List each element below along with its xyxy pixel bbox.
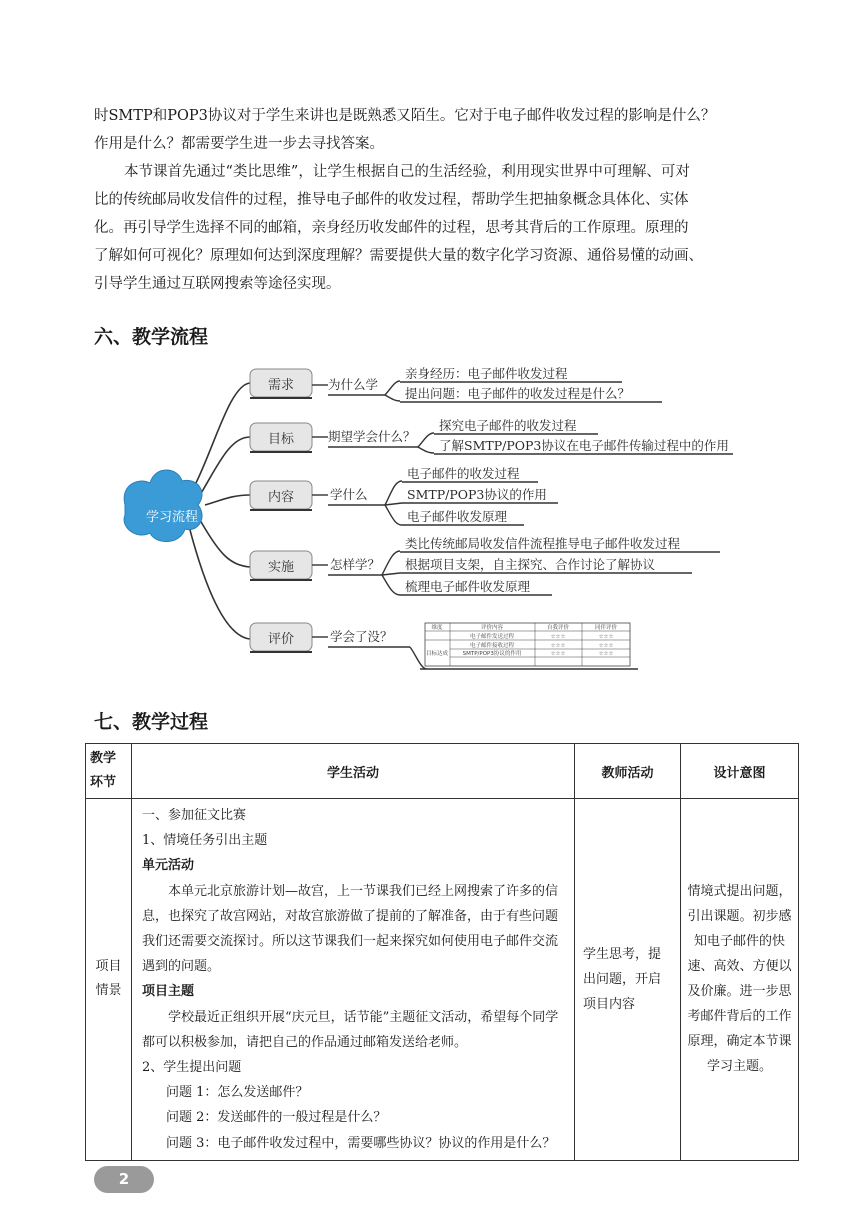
activity-subheading: 单元活动 [142, 858, 195, 874]
teaching-flow-mindmap [100, 355, 740, 680]
evaluation-table [425, 623, 630, 666]
branch-item-content-2: SMTP/POP3协议的作用 [407, 487, 547, 502]
eval-row-1-content: 电子邮件发送过程 [469, 634, 515, 640]
branch-item-demand-1: 亲身经历：电子邮件收发过程 [405, 366, 568, 381]
branch-label-evaluate: 评价 [267, 632, 295, 647]
branch-item-goal-2: 了解SMTP/POP3协议在电子邮件传输过程中的作用 [439, 438, 729, 453]
branch-label-content: 内容 [267, 490, 295, 505]
intro-p1-line-1: 时SMTP和POP3协议对于学生来讲也是既熟悉又陌生。它对于电子邮件收发过程的影响是什么？ [94, 108, 716, 124]
branch-label-implement: 实施 [267, 560, 295, 575]
mindmap-branch-goal [250, 418, 733, 454]
eval-dimension: 目标达成 [425, 651, 449, 657]
eval-header-self: 自我评价 [546, 625, 570, 631]
teacher-activity-cell: 学生思考，提出问题，开启项目内容 [575, 799, 681, 1161]
branch-item-implement-2: 根据项目支架，自主探究、合作讨论了解协议 [405, 557, 656, 572]
mindmap-branch-demand [250, 366, 662, 402]
header-stage: 教学环节 [86, 744, 132, 799]
branch-item-implement-3: 梳理电子邮件收发原理 [405, 579, 531, 594]
eval-row-1-self: ☆☆☆ [550, 634, 566, 640]
eval-row-3-peer: ☆☆☆ [598, 651, 614, 657]
page-number: 2 [94, 1166, 154, 1193]
branch-label-demand: 需求 [267, 378, 295, 393]
header-teacher-activity: 教师活动 [575, 744, 681, 799]
branch-item-goal-1: 探究电子邮件的收发过程 [439, 418, 577, 433]
intro-p2-line-1: 本节课首先通过“类比思维”，让学生根据自己的生活经验，利用现实世界中可理解、可对 [124, 164, 690, 180]
branch-item-implement-1: 类比传统邮局收发信件流程推导电子邮件收发过程 [405, 536, 681, 551]
teaching-process-table [85, 743, 799, 1161]
eval-header-content: 评价内容 [480, 625, 504, 631]
mindmap-branch-content [250, 466, 558, 525]
branch-label-goal: 目标 [267, 432, 295, 447]
branch-item-content-1: 电子邮件的收发过程 [407, 466, 520, 481]
intro-p1-line-2: 作用是什么？都需要学生进一步去寻找答案。 [94, 136, 384, 152]
activity-question: 问题 3：电子邮件收发过程中，需要哪些协议？协议的作用是什么？ [166, 1135, 556, 1151]
eval-row-3-self: ☆☆☆ [550, 651, 566, 657]
eval-row-3-content: SMTP/POP3协议的作用 [462, 651, 522, 657]
table-header-row [86, 744, 799, 799]
branch-question-implement: 怎样学？ [330, 557, 381, 572]
eval-row-1-peer: ☆☆☆ [598, 634, 614, 640]
design-intent-cell: 情境式提出问题，引出课题。初步感知电子邮件的快速、高效、方便以及价廉。进一步思考邮件背后的工作原理，确定本节课学习主题。 [681, 799, 799, 1161]
intro-paragraph-1 [94, 102, 774, 158]
branch-question-demand: 为什么学 [328, 377, 379, 392]
intro-p2-line-2: 比的传统邮局收发信件的过程，推导电子邮件的收发过程，帮助学生把抽象概念具体化、实体 [94, 192, 689, 208]
intro-paragraph-2 [94, 158, 774, 298]
table-row [86, 799, 799, 1161]
activity-question: 问题 1：怎么发送邮件？ [166, 1085, 309, 1101]
header-student-activity: 学生活动 [132, 744, 575, 799]
header-design-intent: 设计意图 [681, 744, 799, 799]
section-6-heading: 六、教学流程 [94, 326, 209, 348]
stage-cell: 项目情景 [86, 799, 132, 1161]
mindmap-center-label: 学习流程 [145, 510, 199, 525]
branch-item-demand-2: 提出问题：电子邮件的收发过程是什么？ [405, 386, 631, 401]
activity-paragraph-text: 学校最近正组织开展“庆元旦，话节能”主题征文活动，希望每个同学都可以积极参加，请把自己的作品通过邮箱发送给老师。 [142, 1009, 559, 1050]
branch-question-goal: 期望学会什么？ [328, 429, 416, 444]
eval-header-peer: 同伴评价 [594, 625, 618, 631]
mindmap-branch-implement [250, 536, 720, 595]
activity-paragraph [142, 879, 568, 980]
eval-row-2-content: 电子邮件接收过程 [469, 643, 515, 649]
activity-line: 2、学生提出问题 [142, 1060, 242, 1076]
eval-row-2-peer: ☆☆☆ [598, 643, 614, 649]
section-7-heading: 七、教学过程 [94, 711, 209, 733]
branch-item-content-3: 电子邮件收发原理 [407, 509, 508, 524]
activity-line: 一、参加征文比赛 [142, 808, 247, 823]
intro-p2-line-4: 了解如何可视化？原理如何达到深度理解？需要提供大量的数字化学习资源、通俗易懂的动画、 [94, 248, 703, 264]
student-activity-cell [132, 799, 575, 1161]
activity-paragraph [142, 1005, 568, 1055]
branch-question-evaluate: 学会了没？ [330, 629, 393, 644]
eval-header-dimension: 维度 [431, 625, 443, 631]
activity-question: 问题 2：发送邮件的一般过程是什么？ [166, 1110, 387, 1126]
activity-line: 1、情境任务引出主题 [142, 833, 268, 849]
mindmap-branch-evaluate [250, 623, 638, 669]
intro-p2-line-3: 化。再引导学生选择不同的邮箱，亲身经历收发邮件的过程，思考其背后的工作原理。原理的 [94, 220, 689, 236]
eval-row-2-self: ☆☆☆ [550, 643, 566, 649]
branch-question-content: 学什么 [330, 487, 368, 502]
intro-p2-line-5: 引导学生通过互联网搜索等途径实现。 [94, 276, 341, 292]
activity-subheading: 项目主题 [142, 984, 195, 1000]
activity-paragraph-text: 本单元北京旅游计划—故宫，上一节课我们已经上网搜索了许多的信息，也探究了故宫网站，对故宫旅游做了提前的了解准备，由于有些问题我们还需要交流探讨。所以这节课我们一起来探究如何使用电子邮件交流遇到的问题。 [142, 883, 559, 975]
